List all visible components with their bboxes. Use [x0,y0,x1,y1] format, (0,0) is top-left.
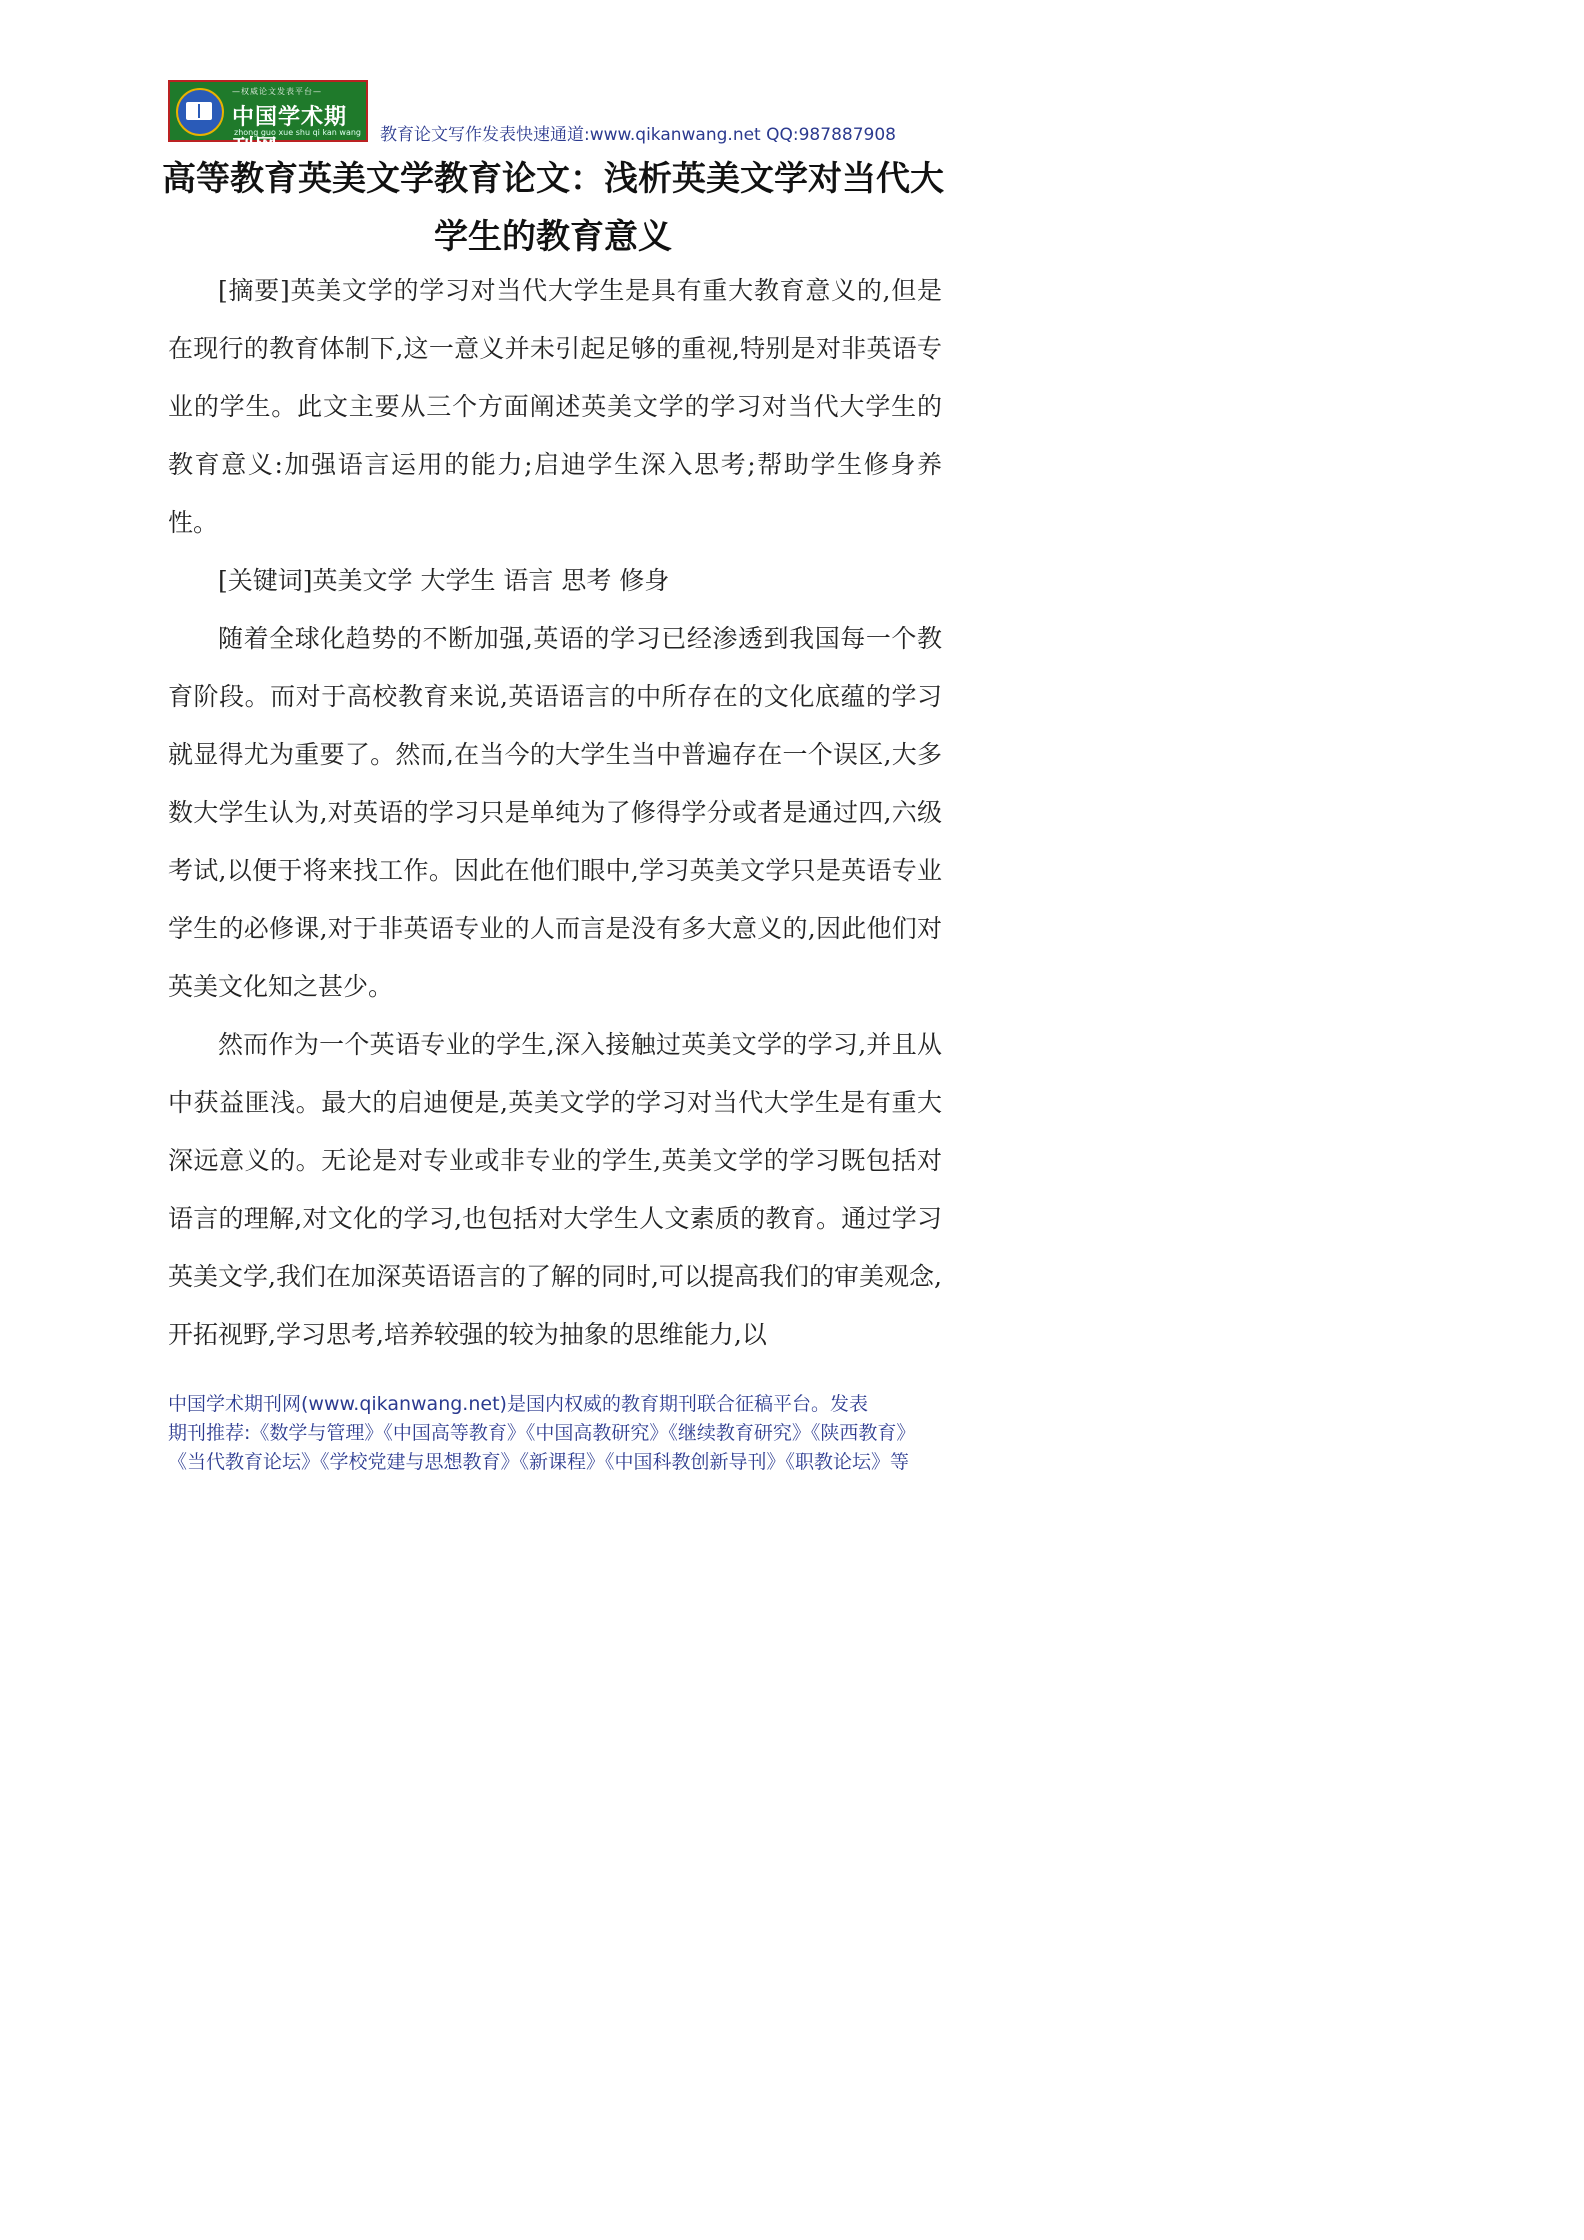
keywords-paragraph: [关键词]英美文学 大学生 语言 思考 修身 [218,566,670,595]
logo-name: 中国学术期刊网 [232,105,348,161]
book-icon [186,102,212,120]
document-body [168,262,942,1364]
footer-line: 期刊推荐:《数学与管理》《中国高等教育》《中国高教研究》《继续教育研究》《陕西教育》 [168,1422,916,1444]
body-paragraph: 然而作为一个英语专业的学生,深入接触过英美文学的学习,并且从中获益匪浅。最大的启迪便是,英美文学的学习对当代大学生是有重大深远意义的。无论是对专业或非专业的学生,英美文学的学习既包括对语言的理解,对文化的学习,也包括对大学生人文素质的教育。通过学习英美文学,我们在加深英语语言的了解的同时,可以提高我们的审美观念,开拓视野,学习思考,培养较强的较为抽象的思维能力,以 [168,1030,942,1349]
abstract-paragraph: [摘要]英美文学的学习对当代大学生是具有重大教育意义的,但是在现行的教育体制下,这一意义并未引起足够的重视,特别是对非英语专业的学生。此文主要从三个方面阐述英美文学的学习对当代大学生的教育意义:加强语言运用的能力;启迪学生深入思考;帮助学生修身养性。 [168,276,942,537]
footer-line: 中国学术期刊网(www.qikanwang.net)是国内权威的教育期刊联合征稿平台。发表 [168,1393,868,1415]
logo-pinyin: zhong guo xue shu qi kan wang [234,128,362,137]
body-paragraph: 随着全球化趋势的不断加强,英语的学习已经渗透到我国每一个教育阶段。而对于高校教育来说,英语语言的中所存在的文化底蕴的学习就显得尤为重要了。然而,在当今的大学生当中普遍存在一个误区,大多数大学生认为,对英语的学习只是单纯为了修得学分或者是通过四,六级考试,以便于将来找工作。因此在他们眼中,学习英美文学只是英语专业学生的必修课,对于非英语专业的人而言是没有多大意义的,因此他们对英美文化知之甚少。 [168,624,942,1001]
document-title: 高等教育英美文学教育论文：浅析英美文学对当代大学生的教育意义 [162,159,944,257]
logo-slogan: —权威论文发表平台— [232,87,322,96]
page-footer [168,1390,942,1477]
page-header [168,80,938,161]
header-tagline: 教育论文写作发表快速通道:www.qikanwang.net QQ:987887908 [380,125,896,145]
footer-line: 《当代教育论坛》《学校党建与思想教育》《新课程》《中国科教创新导刊》《职教论坛》等 [168,1451,910,1473]
site-logo[interactable] [168,80,368,161]
